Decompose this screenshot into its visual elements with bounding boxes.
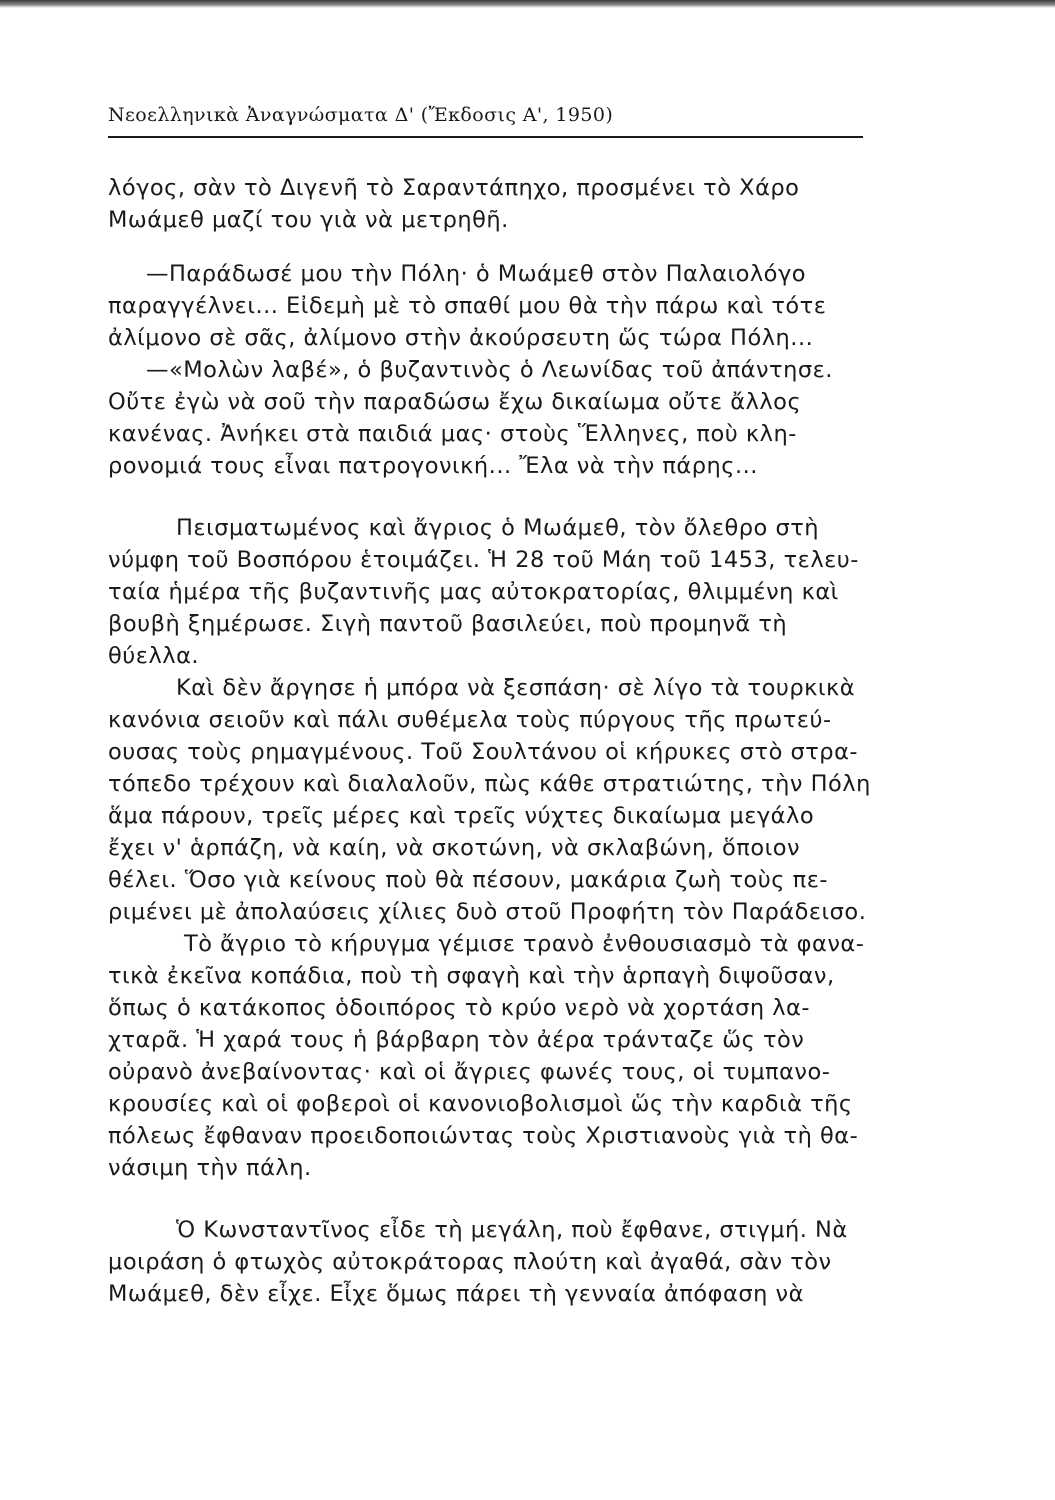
text-line: Μωάμεθ μαζί του γιὰ νὰ μετρηθῆ. (108, 207, 509, 233)
text-line: μοιράση ὁ φτωχὸς αὐτοκράτορας πλούτη καὶ ἀγαθά, σὰν τὸν (108, 1249, 832, 1275)
text-line: ριμένει μὲ ἀπολαύσεις χίλιες δυὸ στοῦ Προφήτη τὸν Παράδεισο. (108, 899, 867, 925)
text-line: ἀλίμονο σὲ σᾶς, ἀλίμονο στὴν ἀκούρσευτη ὥς τώρα Πόλη... (108, 325, 814, 351)
text-line: οὐρανὸ ἀνεβαίνοντας· καὶ οἱ ἄγριες φωνές τους, οἱ τυμπανο- (108, 1059, 831, 1085)
text-line: πόλεως ἔφθαναν προειδοποιώντας τοὺς Χριστιανοὺς γιὰ τὴ θα- (108, 1123, 859, 1149)
text-line: —Παράδωσέ μου τὴν Πόλη· ὁ Μωάμεθ στὸν Παλαιολόγο (146, 261, 807, 287)
text-line: θέλει. Ὅσο γιὰ κείνους ποὺ θὰ πέσουν, μακάρια ζωὴ τοὺς πε- (108, 867, 828, 893)
text-line: ταία ἡμέρα τῆς βυζαντινῆς μας αὐτοκρατορίας, θλιμμένη καὶ (108, 579, 839, 605)
text-line: Τὸ ἄγριο τὸ κήρυγμα γέμισε τρανὸ ἐνθουσιασμὸ τὰ φανα- (184, 931, 865, 957)
paragraph-challenge (108, 172, 980, 236)
text-line: νάσιμη τὴν πάλη. (108, 1155, 312, 1181)
text-line: νύμφη τοῦ Βοσπόρου ἑτοιμάζει. Ἡ 28 τοῦ Μάη τοῦ 1453, τελευ- (108, 547, 859, 573)
paragraph-gap (108, 482, 980, 512)
header-rule (108, 136, 863, 138)
text-line: χταρᾶ. Ἡ χαρά τους ἡ βάρβαρη τὸν ἀέρα τράνταζε ὥς τὸν (108, 1027, 805, 1053)
text-line: Πεισματωμένος καὶ ἄγριος ὁ Μωάμεθ, τὸν ὄλεθρο στὴ (176, 515, 820, 541)
paragraph-gap (108, 236, 980, 258)
text-line: λόγος, σὰν τὸ Διγενῆ τὸ Σαραντάπηχο, προσμένει τὸ Χάρο (108, 175, 800, 201)
text-line: Οὔτε ἐγὼ νὰ σοῦ τὴν παραδώσω ἔχω δικαίωμα οὔτε ἄλλος (108, 389, 802, 415)
text-line: θύελλα. (108, 643, 200, 669)
paragraph-constantine (108, 1214, 980, 1310)
text-line: Μωάμεθ, δὲν εἶχε. Εἶχε ὅμως πάρει τὴ γενναία ἀπόφαση νὰ (108, 1281, 804, 1307)
paragraph-dialogue (108, 258, 980, 482)
text-line: βουβὴ ξημέρωσε. Σιγὴ παντοῦ βασιλεύει, ποὺ προμηνᾶ τὴ (108, 611, 788, 637)
text-line: Ὁ Κωνσταντῖνος εἶδε τὴ μεγάλη, ποὺ ἔφθανε, στιγμή. Νὰ (176, 1217, 848, 1243)
text-line: —«Μολὼν λαβέ», ὁ βυζαντινὸς ὁ Λεωνίδας τοῦ ἀπάντησε. (146, 357, 833, 383)
text-line: ρονομιά τους εἶναι πατρογονική... Ἔλα νὰ τὴν πάρης... (108, 453, 758, 479)
text-line: τικὰ ἐκεῖνα κοπάδια, ποὺ τὴ σφαγὴ καὶ τὴν ἁρπαγὴ διψοῦσαν, (108, 963, 835, 989)
scan-edge (0, 0, 1055, 8)
text-line: ἅμα πάρουν, τρεῖς μέρες καὶ τρεῖς νύχτες δικαίωμα μεγάλο (108, 803, 815, 829)
text-line: κανόνια σειοῦν καὶ πάλι συθέμελα τοὺς πύργους τῆς πρωτεύ- (108, 707, 832, 733)
paragraph-siege (108, 512, 980, 1184)
text-line: ουσας τοὺς ρημαγμένους. Τοῦ Σουλτάνου οἱ κήρυκες στὸ στρα- (108, 739, 859, 765)
text-line: κανένας. Ἀνήκει στὰ παιδιά μας· στοὺς Ἕλληνες, ποὺ κλη- (108, 421, 797, 447)
text-line: Καὶ δὲν ἄργησε ἡ μπόρα νὰ ξεσπάση· σὲ λίγο τὰ τουρκικὰ (176, 675, 856, 701)
text-line: τόπεδο τρέχουν καὶ διαλαλοῦν, πὼς κάθε στρατιώτης, τὴν Πόλη (108, 771, 871, 797)
text-line: κρουσίες καὶ οἱ φοβεροὶ οἱ κανονιοβολισμοὶ ὥς τὴν καρδιὰ τῆς (108, 1091, 853, 1117)
running-head: Νεοελληνικὰ Ἀναγνώσματα Δ' (Ἔκδοσις Α', 1950) (108, 104, 614, 126)
body-text (108, 172, 980, 1310)
text-line: ὅπως ὁ κατάκοπος ὁδοιπόρος τὸ κρύο νερὸ νὰ χορτάση λα- (108, 995, 811, 1021)
text-line: ἔχει ν' ἁρπάζη, νὰ καίη, νὰ σκοτώνη, νὰ σκλαβώνη, ὅποιον (108, 835, 801, 861)
text-line: παραγγέλνει... Εἰδεμὴ μὲ τὸ σπαθί μου θὰ τὴν πάρω καὶ τότε (108, 293, 827, 319)
paragraph-gap (108, 1184, 980, 1214)
